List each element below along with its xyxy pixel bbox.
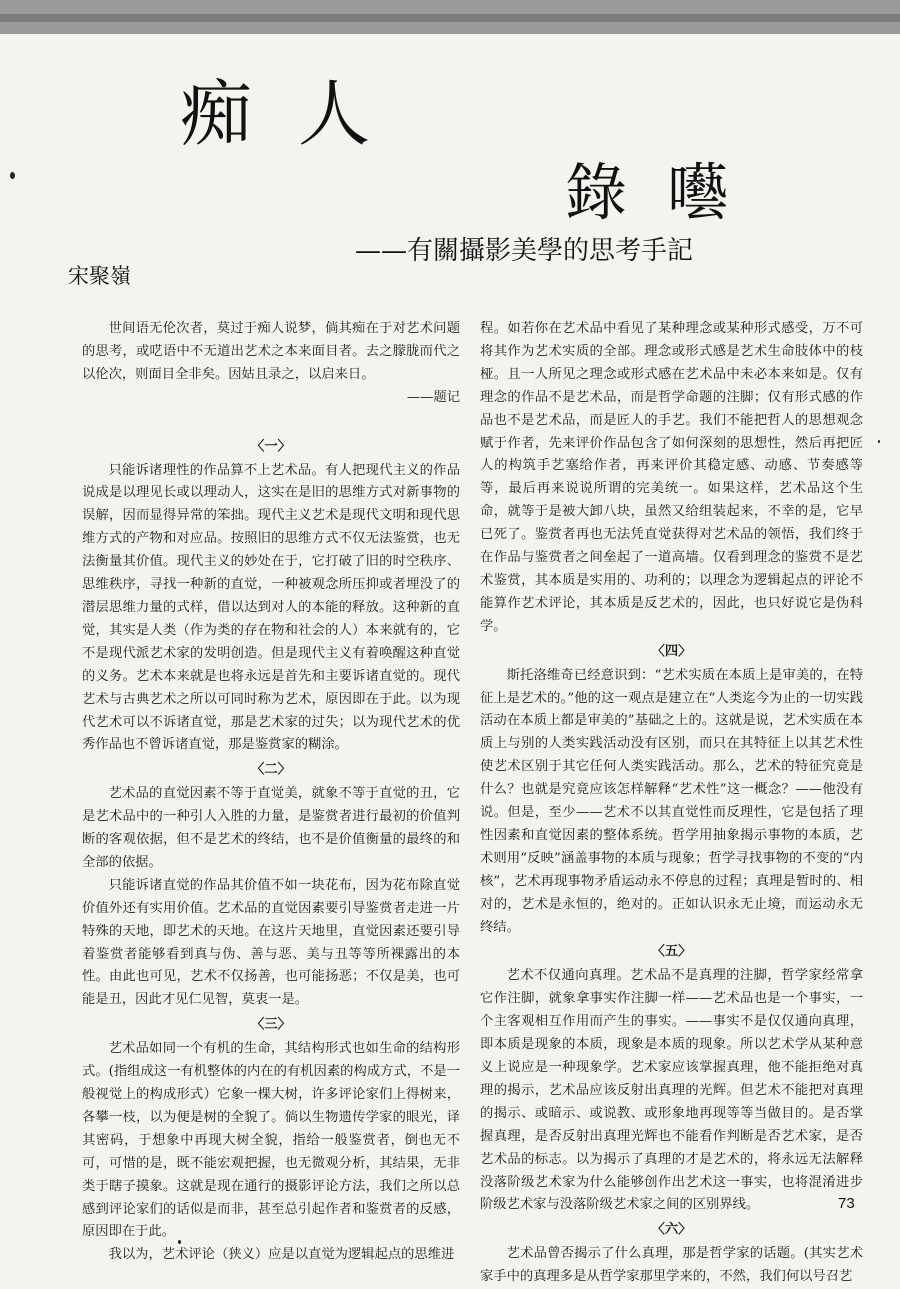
scan-speck xyxy=(178,1240,181,1244)
spacer xyxy=(82,424,460,434)
section-heading-5: 〈五〉 xyxy=(651,944,692,960)
section-2-paragraph-2: 只能诉诸直觉的作品其价值不如一块花布，因为花布除直觉价值外还有实用价值。艺术品的直觉因素要引导鉴赏者走进一片特殊的天地，即艺术的天地。在这片天地里，直觉因素还要引导着鉴赏者能够看到真与伪、善与恶、美与丑等等所裸露出的本性。由此也可见，艺术不仅扬善，也可能扬恶；不仅是美，也可能是丑，因此才见仁见智，莫衷一是。 xyxy=(82,877,460,1008)
preface-signature: ——题记 xyxy=(406,389,460,405)
scan-speck xyxy=(878,440,880,443)
section-3-paragraph-2: 我以为，艺术评论（狭义）应是以直觉为逻辑起点的思维进 xyxy=(108,1247,455,1263)
title-line-2: 錄囈 xyxy=(565,156,770,229)
page-number: 73 xyxy=(838,1195,855,1212)
right-column xyxy=(480,318,863,1289)
section-2-paragraph-1: 艺术品的直觉因素不等于直觉美，就象不等于直觉的丑，它是艺术品中的一种引人入胜的力量，是鉴赏者进行最初的价值判断的客观依据，但不是艺术的终结，也不是价值衡量的最终的和全部的依据。 xyxy=(82,786,460,870)
subtitle: ——有關攝影美學的思考手記 xyxy=(355,236,694,266)
section-heading-6: 〈六〉 xyxy=(651,1222,692,1238)
section-1-paragraph-1: 只能诉诸理性的作品算不上艺术品。有人把现代主义的作品说成是以理见长或以理动人，这实在是旧的思维方式对新事物的误解，因而显得异常的笨拙。现代主义艺术是现代文明和现代思维方式的产物和对应品。按照旧的思维方式不仅无法鉴赏，也无法衡量其价值。现代主义的妙处在于，它打破了旧的时空秩序、思维秩序，寻找一种新的直觉，一种被观念所压抑或者埋没了的潜层思维力量的式样，借以达到对人的本能的释放。这种新的直觉，其实是人类（作为类的存在物和社会的人）本来就有的，它不是现代派艺术家的发明创造。但是现代主义有着唤醒这种直觉的义务。艺术本来就是也将永远是首先和主要诉诸直觉的。现代艺术与古典艺术之所以可同时称为艺术，原因即在于此。以为现代艺术可以不诉诸直觉，那是艺术家的过失；以为现代艺术的优秀作品也不曾诉诸直觉，那是鉴赏家的糊涂。 xyxy=(82,462,460,753)
scan-speck xyxy=(10,172,15,179)
left-column xyxy=(82,318,460,1267)
author-name: 宋聚嶺 xyxy=(68,264,131,288)
top-scan-band-inner xyxy=(0,14,900,22)
section-4-paragraph-1: 斯托洛维奇已经意识到：“艺术实质在本质上是审美的，在特征上是艺术的。”他的这一观点是建立在“人类迄今为止的一切实践活动在本质上都是审美的”基础之上的。这就是说，艺术实质在本质上与别的人类实践活动没有区别，而只在其特征上以其艺术性使艺术区别于其它任何人类实践活动。那么，艺术的特征究竟是什么？也就是究竟应该怎样解释“艺术性”这一概念？——他没有说。但是，至少——艺术不以其直觉性而反理性，它是包括了理性因素和直觉因素的整体系统。哲学用抽象揭示事物的本质，艺术则用“反映”涵盖事物的本质与现象；哲学寻找事物的不变的“内核”，艺术再现事物矛盾运动永不停息的过程；真理是暂时的、相对的，艺术是永恒的，绝对的。正如认识永无止境，而运动永无终结。 xyxy=(480,667,863,935)
section-6-paragraph-1: 艺术品曾否揭示了什么真理，那是哲学家的话题。(其实艺术家手中的真理多是从哲学家那里学来的，不然，我们何以号召艺 xyxy=(480,1246,863,1285)
title-line-1: 痴人 xyxy=(180,72,417,156)
preface-text: 世间语无伦次者，莫过于痴人说梦，倘其痴在于对艺术问题的思考，或呓语中不无道出艺术之本来面目者。去之朦胧而代之以伦次，则面目全非矣。因姑且录之，以启来日。 xyxy=(82,321,460,382)
top-scan-band xyxy=(0,0,900,34)
section-heading-4: 〈四〉 xyxy=(651,643,692,659)
section-heading-2: 〈二〉 xyxy=(251,762,291,778)
section-heading-1: 〈一〉 xyxy=(251,438,291,454)
section-heading-3: 〈三〉 xyxy=(251,1017,291,1033)
section-5-paragraph-1: 艺术不仅通向真理。艺术品不是真理的注脚，哲学家经常拿它作注脚，就象拿事实作注脚一样——艺术品也是一个事实，一个主客观相互作用而产生的事实。——事实不是仅仅通向真理，即本质是现象的本质，现象是本质的现象。所以艺术学从某种意义上说应是一种现象学。艺术家应该掌握真理，他不能拒绝对真理的揭示，艺术品应该反射出真理的光辉。但艺术不能把对真理的揭示、或暗示、或说教、或形象地再现等等当做目的。是否掌握真理，是否反射出真理光辉也不能看作判断是否艺术家，是否艺术品的标志。以为揭示了真理的才是艺术的，将永远无法解释没落阶级艺术家为什么能够创作出艺术这一事实，也将混淆进步阶级艺术家与没落阶级艺术家之间的区别界线。 xyxy=(480,968,863,1213)
section-3-continuation: 程。如若你在艺术品中看见了某种理念或某种形式感受，万不可将其作为艺术实质的全部。理念或形式感是艺术生命肢体中的枝桠。且一人所见之理念或形式感在艺术品中未必本来如是。仅有理念的作品不是艺术品，而是哲学命题的注脚；仅有形式感的作品也不是艺术品，而是匠人的手艺。我们不能把哲人的思想观念赋于作者，先来评价作品包含了如何深刻的思想性，然后再把匠人的构筑手艺塞给作者，再来评价其稳定感、动感、节奏感等等，最后再来说说所谓的完美统一。如果这样，艺术品这个生命，就等于是被大卸八块，虽然又给组装起来，不幸的是，它早已死了。鉴赏者再也无法凭直觉获得对艺术品的领悟，我们终于在作品与鉴赏者之间垒起了一道高墙。仅看到理念的鉴赏不是艺术鉴赏，其本质是实用的、功利的；以理念为逻辑起点的评论不能算作艺术评论，其本质是反艺术的，因此，也只好说它是伪科学。 xyxy=(480,321,863,634)
section-3-paragraph-1: 艺术品如同一个有机的生命，其结构形式也如生命的结构形式。(指组成这一有机整体的内在的有机因素的构成方式，不是一般视觉上的构成形式）它象一棵大树，许多评论家们上得树来，各攀一枝，以为便是树的全貌了。倘以生物遗传学家的眼光，译其密码，于想象中再现大树全貌，指给一般鉴赏者，倒也无不可，可惜的是，既不能宏观把握，也无微观分析，其结果，无非类于瞎子摸象。这就是现在通行的摄影评论方法，我们之所以总感到评论家们的话似是而非，甚至总引起作者和鉴赏者的反感，原因即在于此。 xyxy=(82,1041,460,1240)
